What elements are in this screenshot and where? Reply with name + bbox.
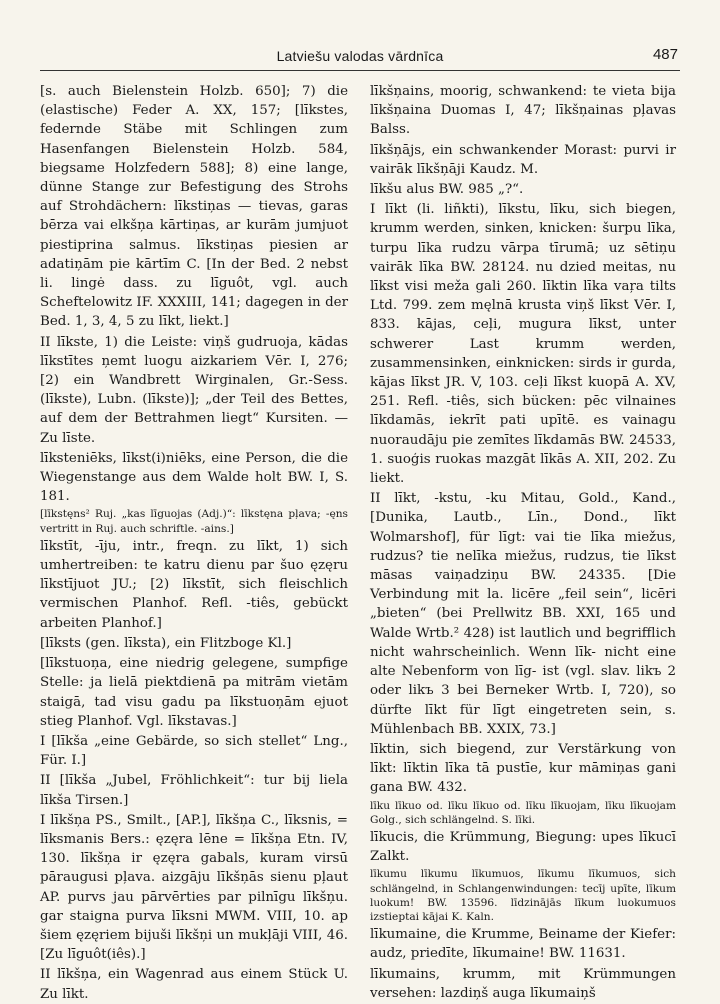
dictionary-entry: līkumaine, die Krumme, Beiname der Kiefer: audz, priedīte, līkumaine! BW. 11631. (370, 927, 676, 962)
dictionary-entry: [s. auch Bielenstein Holzb. 650]; 7) die (elastische) Feder A. XX, 157; [līkstes, federnde Stäbe mit Schlingen zum Hasenfangen Bielenstein Holzb. 584, biegsame Holzfedern 588]; 8) eine lange, dünne Stange zur Befestigung des Strohs auf Strohdächern: līkstiņas — tievas, garas bērza vai elkšņa kārtiņas, ar kurām jumjuot piestiprina salmus. līkstiņas piesien ar adatiņām pie kārtīm C. [In der Bed. 2 nebst li. lingė dass. zu līguôt, vgl. auch Scheftelowitz IF. XXXIII, 141; dagegen in der Bed. 1, 3, 4, 5 zu līkt, liekt.] (40, 84, 348, 330)
dictionary-entry: līksteniēks, līkst(i)niēks, eine Person, die die Wiegenstange aus dem Walde holt BW. I, S. 181. (40, 450, 348, 505)
page-header (40, 44, 680, 71)
dictionary-entry: I līkt (li. liñkti), līkstu, līku, sich biegen, krumm werden, sinken, knicken: šurpu līka, turpu līka rudzu vārpa tīrumā; uz sētiņu vairāk līka BW. 28124. nu dzied meitas, nu līkst visi meža gali 260. līktin līka vaŗa tilts Ltd. 799. zem męlnā krusta viņš līkst Vēr. I, 833. kājas, ceļi, mugura līkst, unter schwerer Last krumm werden, zusammensinken, einknicken: sirds ir gurda, kājas līkst JR. V, 103. ceļi līkst kuopā A. XV, 251. Refl. -tiês, sich bücken: pēc vilnaines līkdamās, iekrīt pati upītē. es vainagu nuoraudāju pie zemītes līkdamās BW. 24533, 1. suoģis ruokas mazgāt līkās A. XII, 202. Zu liekt. (370, 202, 676, 487)
dictionary-entry: [līkstęns² Ruj. „kas līguojas (Adj.)“: līkstęna pļava; -ęns vertritt in Ruj. auch schriftle. -ains.] (40, 508, 348, 535)
dictionary-entry: II līkste, 1) die Leiste: viņš gudruoja, kādas līkstītes ņemt luogu aizkariem Vēr. I, 276; [2) ein Wandbrett Wirginalen, Gr.-Sess. (līkste), Lubn. (līkste)]; „der Teil des Bettes, auf dem der Bettrahmen liegt“ Kursiten. — Zu līste. (40, 334, 348, 446)
dictionary-entry: II līkšņa, ein Wagenrad aus einem Stück U. Zu līkt. (40, 967, 348, 1002)
dictionary-entry: I [līkša „eine Gebärde, so sich stellet“ Lng., Für. I.] (40, 733, 348, 769)
dictionary-entry: līktin, sich biegend, zur Verstärkung von līkt: līktin līka tā pustīe, kur māmiņas gani gana BW. 432. (370, 741, 676, 796)
page-title: Latviešu valodas vārdnīca (276, 48, 444, 64)
left-column (40, 82, 348, 1002)
dictionary-entry: līkstīt, -īju, intr., freqn. zu līkt, 1) sich umhertreiben: te katru dienu par šuo ęzęru līkstījuot JU.; [2) līkstīt, sich fleischlich vermischen Planhof. Refl. -tiês, gebückt arbeiten Planhof.] (40, 538, 348, 631)
dictionary-entry: I līkšņa PS., Smilt., [AP.], līkšņa C., līksnis, = līksmanis Bers.: ęzęra lēne = līkšņa Etn. IV, 130. līkšņa ir ęzęra gabals, kuram virsū pāraugusi pļava. aizgāju līkšņās sienu pļaut AP. purvs jau pārvērties par pilnīgu līkšņu. gar staigna purva līksni MWM. VIII, 10. ap šiem ęzęriem bijuši līkšņi un mukļāji VIII, 46. [Zu līguôt(iês).] (40, 812, 348, 963)
dictionary-entry: līkšu alus BW. 985 „?“. (370, 182, 524, 198)
dictionary-entry: līkšņājs, ein schwankender Morast: purvi ir vairāk līkšņāji Kaudz. M. (370, 142, 676, 177)
dictionary-entry: [līkstuoņa, eine niedrig gelegene, sumpfige Stelle: ja lielā piektdienā pa mitrām vietām staigā, tad visu gadu pa līkstuoņām ejuot stieg Planhof. Vgl. līkstavas.] (40, 656, 348, 729)
dictionary-entry: līkumu līkumu līkumuos, līkumu līkumuos, sich schlängelnd, in Schlangenwindungen: tecīj upīte, līkum luokum! BW. 13596. līdzinājās līkum luokumuos izstieptai kājai K. Kaln. (370, 868, 676, 923)
dictionary-entry: II [līkša „Jubel, Fröhlichkeit“: tur bij liela līkša Tirsen.] (40, 773, 348, 808)
right-column (370, 82, 676, 1001)
page-number: 487 (652, 46, 678, 63)
dictionary-entry: līku līkuo od. līku līkuo od. līku līkuojam, līku līkuojam Golg., sich schlängelnd. S. līki. (370, 799, 676, 826)
dictionary-entry: līkumains, krumm, mit Krümmungen versehen: lazdiņš auga līkumaiņš (370, 966, 676, 1001)
dictionary-entry: līkucis, die Krümmung, Biegung: upes līkucī Zalkt. (370, 829, 676, 865)
dictionary-entry: II līkt, -kstu, -ku Mitau, Gold., Kand., [Dunika, Lautb., Līn., Dond., līkt Wolmarshof], für līgt: vai tie līka miežus, rudzus? tie nelīka miežus, rudzus, tie līkst māsas vaiņadziņu BW. 24335. [Die Verbindung mit la. licēre „feil sein“, licēri „bieten“ (bei Prellwitz BB. XXI, 165 und Walde Wrtb.² 428) ist lautlich und begrifflich nicht wahrscheinlich. Wenn līk- nicht eine alte Nebenform von līg- ist (vgl. slav. likъ 2 oder likъ 3 bei Berneker Wrtb. I, 720), so dürfte līkt für līgt eingetreten sein, s. Mühlenbach BB. XXIX, 73.] (370, 491, 676, 737)
dictionary-entry: līkšņains, moorig, schwankend: te vieta bija līkšņaina Duomas I, 47; līkšņainas pļavas Balss. (370, 84, 676, 138)
dictionary-entry: [līksts (gen. līksta), ein Flitzboge Kl.] (40, 635, 292, 651)
